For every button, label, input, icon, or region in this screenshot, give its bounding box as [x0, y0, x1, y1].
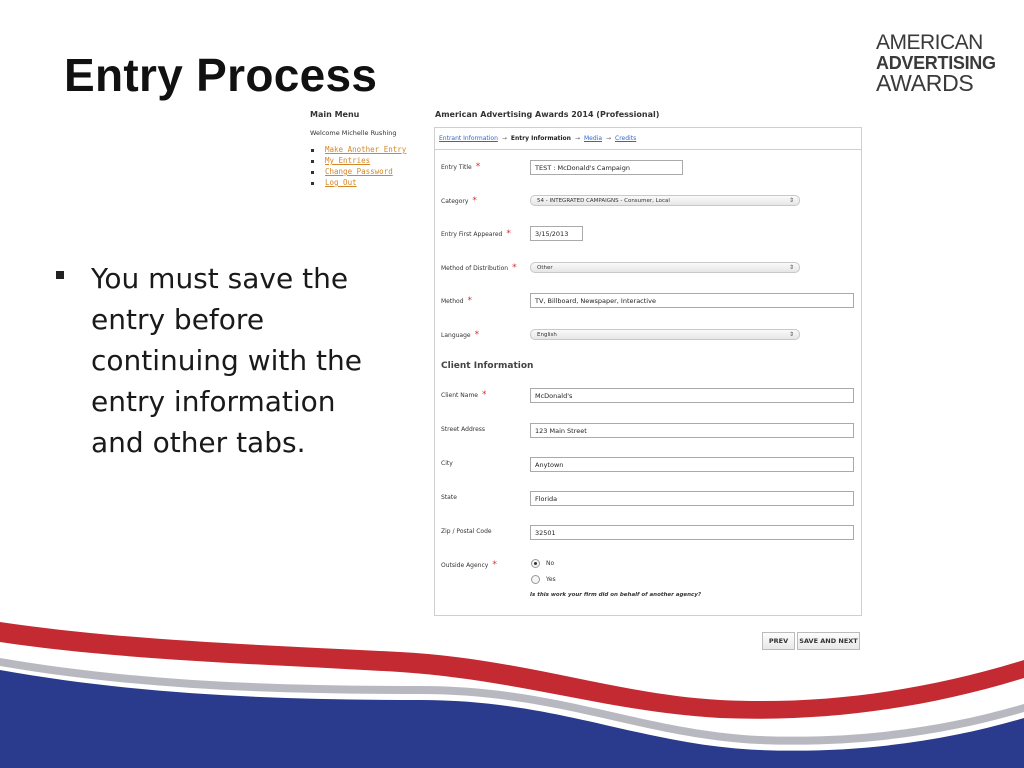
breadcrumb [435, 128, 861, 150]
american-advertising-awards-logo [876, 31, 996, 96]
main-menu-title: Main Menu [310, 110, 360, 119]
menu-item-my-entries [310, 156, 430, 167]
change-password-link[interactable]: Change Password [325, 167, 393, 176]
outside-agency-label-text: Outside Agency [441, 562, 489, 569]
logo-line-3: AWARDS [876, 70, 974, 96]
street-address-input[interactable]: 123 Main Street [530, 423, 854, 438]
method-label-text: Method [441, 298, 464, 305]
city-label: City [441, 460, 453, 467]
outside-agency-help-text: Is this work your firm did on behalf of another agency? [530, 592, 702, 598]
arrow-right-icon: → [574, 135, 580, 142]
entry-title-input[interactable]: TEST : McDonald's Campaign [530, 160, 683, 175]
distribution-selected-value: Other [537, 265, 553, 271]
outside-agency-no-option[interactable] [531, 559, 554, 568]
radio-selected-icon[interactable] [531, 559, 540, 568]
square-bullet-icon [56, 271, 64, 279]
menu-item-make-another-entry [310, 145, 430, 156]
radio-unselected-icon[interactable] [531, 575, 540, 584]
logo-line-2: ADVERTISING [876, 53, 996, 73]
client-information-heading: Client Information [441, 361, 534, 371]
bullet-text: You must save the entry before continuing with the entry information and other tabs. [91, 262, 362, 459]
main-menu [310, 110, 430, 189]
form-heading: American Advertising Awards 2014 (Professional) [435, 110, 660, 119]
welcome-text: Welcome Michelle Rushing [310, 129, 397, 137]
outside-agency-label [441, 560, 497, 570]
required-marker: * [481, 390, 487, 400]
zip-label: Zip / Postal Code [441, 528, 492, 535]
select-arrows-icon: ⇕ [788, 264, 794, 271]
city-input[interactable]: Anytown [530, 457, 854, 472]
required-marker: * [474, 330, 480, 340]
slide-title: Entry Process [64, 49, 378, 101]
outside-agency-yes-option[interactable] [531, 575, 556, 584]
language-label-text: Language [441, 332, 471, 339]
entry-form [434, 127, 862, 616]
language-select[interactable] [530, 329, 800, 340]
select-arrows-icon: ⇕ [788, 197, 794, 204]
required-marker: * [506, 229, 511, 239]
breadcrumb-entrant-information[interactable]: Entrant Information [439, 135, 498, 142]
arrow-right-icon: → [501, 135, 507, 142]
client-name-input[interactable]: McDonald's [530, 388, 854, 403]
breadcrumb-media[interactable]: Media [583, 135, 602, 142]
required-marker: * [492, 560, 497, 570]
entry-title-label-text: Entry Title [441, 164, 472, 171]
state-input[interactable]: Florida [530, 491, 854, 506]
method-label [441, 296, 472, 306]
make-another-entry-link[interactable]: Make Another Entry [325, 145, 407, 154]
category-label [441, 196, 477, 206]
first-appeared-label [441, 229, 511, 239]
category-selected-value: 54 - INTEGRATED CAMPAIGNS - Consumer, Local [537, 198, 670, 204]
required-marker: * [512, 263, 517, 273]
method-input[interactable]: TV, Billboard, Newspaper, Interactive [530, 293, 854, 308]
language-selected-value: English [537, 332, 557, 338]
outside-agency-no-label: No [546, 560, 555, 567]
distribution-label [441, 263, 517, 273]
required-marker: * [472, 196, 477, 206]
client-name-label [441, 390, 486, 400]
required-marker: * [467, 296, 473, 306]
entry-title-label [441, 162, 480, 172]
first-appeared-label-text: Entry First Appeared [441, 231, 503, 238]
category-select[interactable] [530, 195, 800, 206]
language-label [441, 330, 479, 340]
save-and-next-button[interactable]: SAVE AND NEXT [797, 632, 860, 650]
client-name-label-text: Client Name [441, 392, 478, 399]
menu-item-change-password [310, 167, 430, 178]
my-entries-link[interactable]: My Entries [325, 156, 371, 165]
distribution-label-text: Method of Distribution [441, 265, 509, 272]
prev-button[interactable]: PREV [762, 632, 795, 650]
outside-agency-yes-label: Yes [546, 576, 556, 583]
log-out-link[interactable]: Log Out [325, 178, 357, 187]
required-marker: * [475, 162, 481, 172]
category-label-text: Category [441, 198, 469, 205]
distribution-select[interactable] [530, 262, 800, 273]
breadcrumb-credits[interactable]: Credits [615, 135, 637, 142]
arrow-right-icon: → [606, 135, 612, 142]
first-appeared-input[interactable]: 3/15/2013 [530, 226, 583, 241]
state-label: State [441, 494, 457, 501]
select-arrows-icon: ⇕ [788, 331, 794, 338]
zip-input[interactable]: 32501 [530, 525, 854, 540]
logo-line-1: AMERICAN [876, 31, 983, 54]
breadcrumb-entry-information: Entry Information [510, 135, 571, 142]
menu-list [310, 145, 430, 189]
flag-swoosh-decoration [0, 600, 1024, 768]
menu-item-log-out [310, 178, 430, 189]
street-address-label: Street Address [441, 426, 486, 433]
